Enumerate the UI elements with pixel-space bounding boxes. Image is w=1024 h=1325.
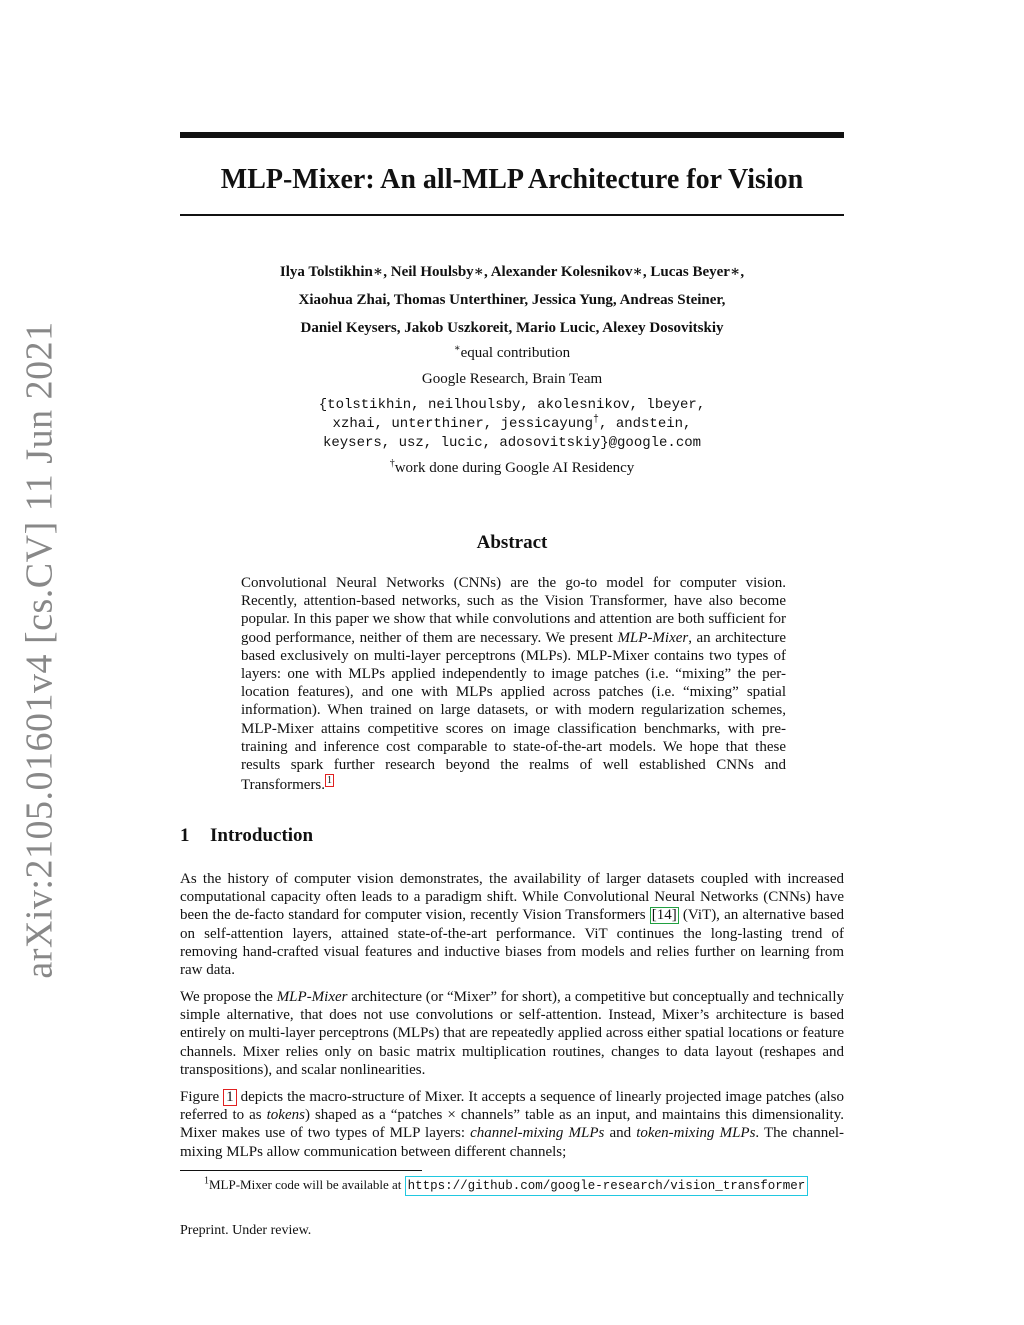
arxiv-side-stamp [10,321,70,979]
author-line-3: Daniel Keysers, Jakob Uszkoreit, Mario Lucic, Alexey Dosovitskiy [300,320,724,336]
residency-mark: † [389,458,395,469]
intro-paragraph-3: Figure 1 depicts the macro-structure of Mixer. It accepts a sequence of linearly projected image patches (also referred to as tokens) shaped as a “patches × channels” table as an input, and maintains this dimensionality. Mixer makes use of two types of MLP layers: channel-mixing MLPs and token-mixing MLPs. The channel-mixing MLPs allow communication between different channels; [180,1089,845,1160]
email-block [180,396,844,453]
email-line-1: {tolstikhin, neilhoulsby, akolesnikov, lbeyer, [318,397,706,413]
paper-title: MLP-Mixer: An all-MLP Architecture for Vision [220,164,804,195]
email-line-3: keysers, usz, lucic, adosovitskiy}@google.com [322,435,702,451]
affiliation-block [180,342,844,479]
intro-paragraph-1: As the history of computer vision demonstrates, the availability of larger datasets coupled with increased computational capacity often leads to a paradigm shift. While Convolutional Neural Networks (CNNs) have been the de-facto standard for computer vision, recently Vision Transformers [14] (ViT), an alternative based on self-attention layers, attained state-of-the-art performance. ViT continues the long-lasting trend of removing hand-crafted visual features and inductive biases from models and relies further on learning from raw data. [180,871,844,979]
preprint-note: Preprint. Under review. [180,1223,312,1238]
equal-contribution-note: ∗equal contribution [453,343,571,361]
email-line-2: xzhai, unterthiner, jessicayung†, andstein, [332,414,692,432]
footnote-mark: 1 [204,1175,209,1187]
residency-note: †work done during Google AI Residency [389,458,635,476]
abstract-emphasis: MLP-Mixer [617,629,689,646]
abstract-text: Convolutional Neural Networks (CNNs) are the go-to model for computer vision. Recently, attention-based networks, such as the Vision Transformer, have also become popular. In this paper we show that while convolutions and attention are both sufficient for good performance, neither of them are necessary. We present MLP-Mixer, an architecture based exclusively on multi-layer perceptrons (MLPs). MLP-Mixer contains two types of layers: one with MLPs applied independently to image patches (i.e. “mixing” the per-location features), and one with MLPs applied across patches (i.e. “mixing” spatial information). When trained on large datasets, or with modern regularization schemes, MLP-Mixer attains competitive scores on image classification benchmarks, with pre-training and inference cost comparable to state-of-the-art models. We hope that these results spark further research beyond the realms of well established CNNs and Transformers. 1 [241,575,786,794]
footnote-rule [180,1170,422,1171]
footnote-1-link[interactable]: 1 [327,775,333,787]
author-line-2: Xiaohua Zhai, Thomas Unterthiner, Jessica Yung, Andreas Steiner, [298,292,726,308]
dagger-mark: † [593,414,600,426]
footnote-1: $^1$MLP-Mixer code will be available at https://github.com/google-research/vision_transformer [204,1176,808,1196]
title-top-rule [180,132,844,138]
section-heading-introduction [180,825,313,847]
abstract-heading: Abstract [476,532,548,553]
figure-1-link[interactable]: 1 [223,1089,237,1106]
section-title: Introduction [210,825,314,846]
title-bottom-rule [180,214,844,216]
intro-paragraph-2: We propose the MLP-Mixer architecture (or “Mixer” for short), a competitive but conceptually and technically simple alternative, that does not use convolutions or self-attention. Instead, Mixer’s architecture is based entirely on multi-layer perceptrons (MLPs) that are repeatedly applied across either spatial locations or feature channels. Mixer relies only on basic matrix multiplication routines, changes to data layout (reshapes and transpositions), and scalar nonlinearities. [180,989,844,1078]
equal-contribution-mark: ∗ [453,343,461,354]
author-list [180,258,844,342]
github-url-link[interactable]: https://github.com/google-research/vision_transformer [405,1176,809,1196]
author-line-1: Ilya Tolstikhin∗, Neil Houlsby∗, Alexander Kolesnikov∗, Lucas Beyer∗, [279,264,745,280]
citation-14-link[interactable]: [14] [651,907,677,924]
arxiv-identifier: arXiv:2105.01601v4 [cs.CV] 11 Jun 2021 [19,321,61,979]
section-number: 1 [180,825,190,846]
organization: Google Research, Brain Team [421,371,603,387]
